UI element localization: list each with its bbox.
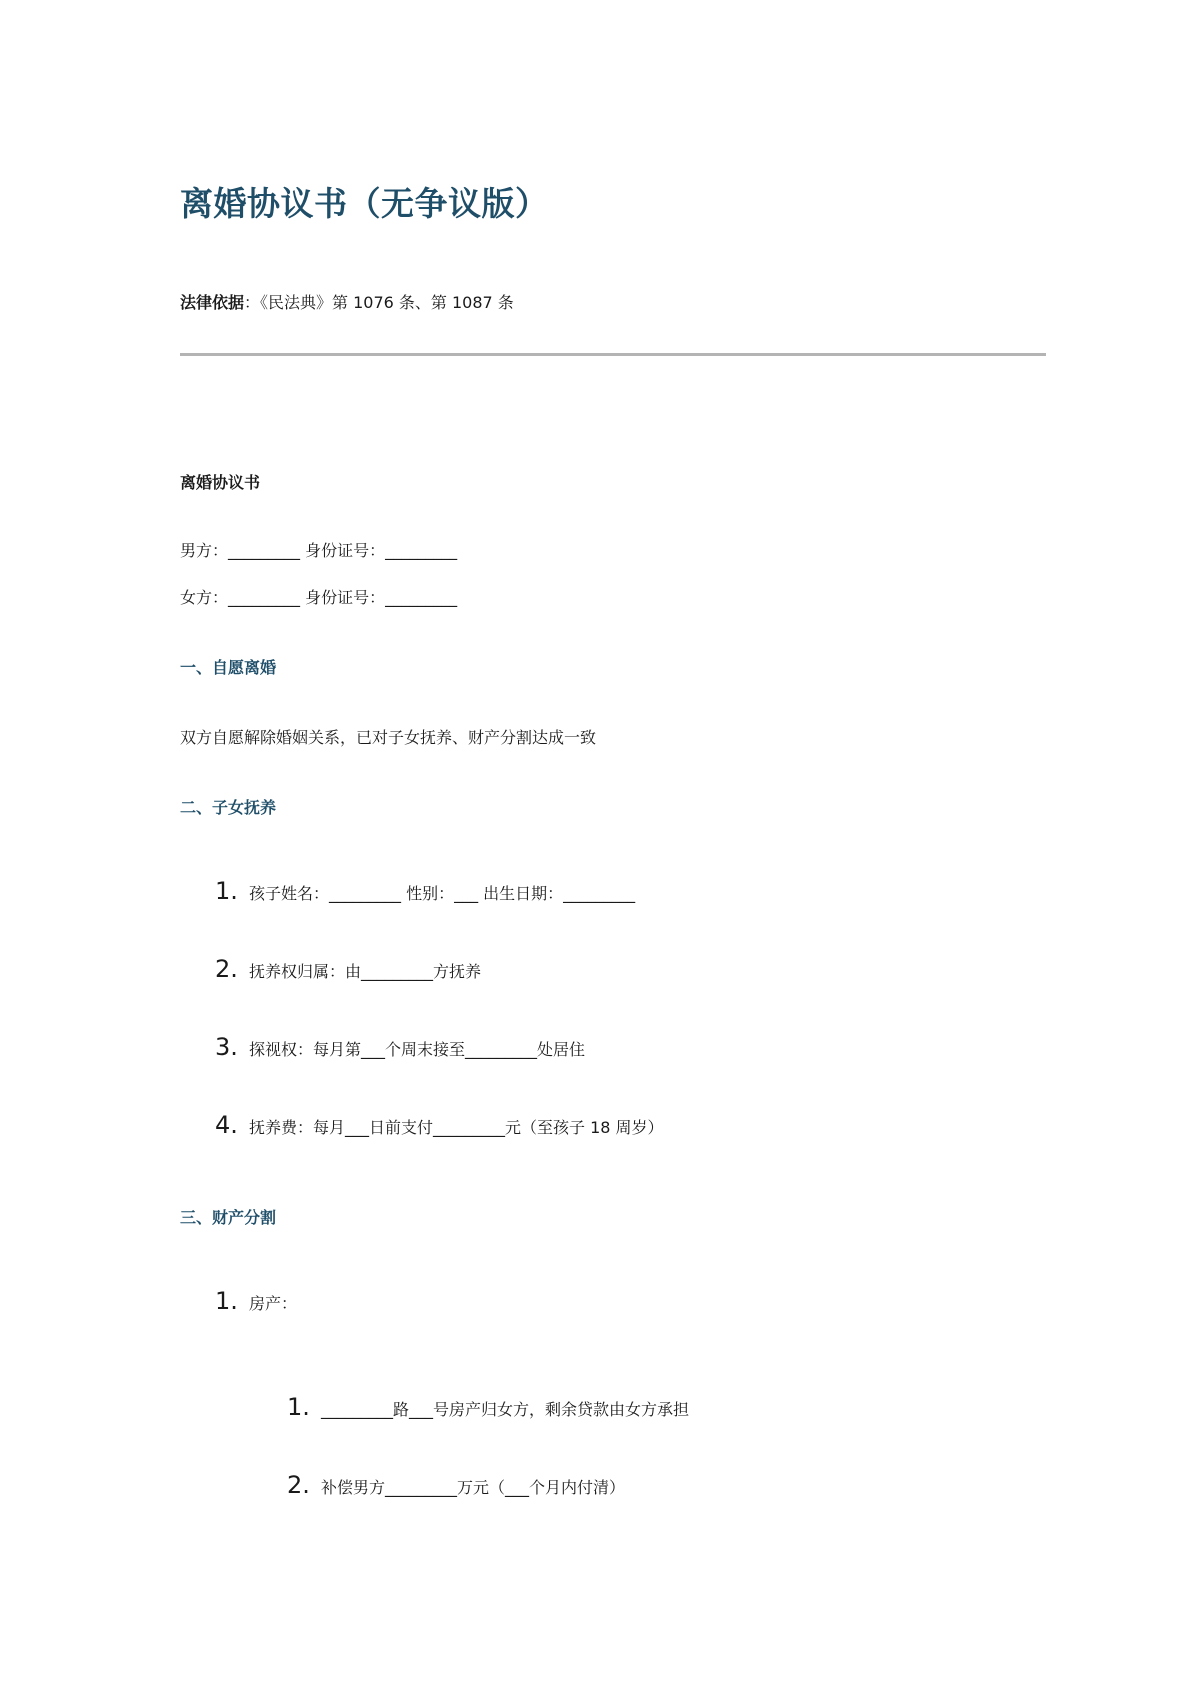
- horizontal-divider: [180, 353, 1046, 356]
- list-item-text: 抚养权归属：由_________方抚养: [249, 962, 482, 981]
- list-item-number: 1.: [215, 1287, 238, 1315]
- list-item-number: 2.: [215, 955, 238, 983]
- sub-list-item: [287, 1471, 625, 1499]
- list-item-number: 1.: [287, 1393, 310, 1421]
- list-item-number: 3.: [215, 1033, 238, 1061]
- male-party-line: 男方：_________ 身份证号：_________: [180, 541, 458, 560]
- list-item-text: 探视权：每月第___个周末接至_________处居住: [249, 1040, 586, 1059]
- female-party-line: 女方：_________ 身份证号：_________: [180, 588, 458, 607]
- list-item-text: 房产：: [249, 1294, 298, 1313]
- agreement-heading: 离婚协议书: [180, 473, 261, 492]
- list-item: [215, 877, 635, 905]
- list-item-number: 2.: [287, 1471, 310, 1499]
- list-item-text: 补偿男方_________万元（___个月内付清）: [321, 1478, 626, 1497]
- list-item-text: _________路___号房产归女方，剩余贷款由女方承担: [321, 1400, 690, 1419]
- legal-basis-label: 法律依据: [180, 293, 245, 312]
- list-item: [215, 1033, 585, 1061]
- voluntary-divorce-text: 双方自愿解除婚姻关系，已对子女抚养、财产分割达成一致: [180, 728, 597, 747]
- document-title: 离婚协议书（无争议版）: [180, 184, 549, 223]
- list-item: [215, 1111, 664, 1139]
- list-item: [215, 955, 481, 983]
- list-item-number: 4.: [215, 1111, 238, 1139]
- list-item-text: 抚养费：每月___日前支付_________元（至孩子 18 周岁）: [249, 1118, 664, 1137]
- list-item-text: 孩子姓名：_________ 性别：___ 出生日期：_________: [249, 884, 636, 903]
- legal-basis: [180, 290, 514, 313]
- section-heading-property-division: 三、财产分割: [180, 1208, 277, 1227]
- sub-list-item: [287, 1393, 689, 1421]
- section-heading-voluntary-divorce: 一、自愿离婚: [180, 658, 277, 677]
- list-item: [215, 1287, 297, 1315]
- legal-basis-text: ：《民法典》第 1076 条、第 1087 条: [244, 293, 514, 312]
- section-heading-child-custody: 二、子女抚养: [180, 798, 277, 817]
- list-item-number: 1.: [215, 877, 238, 905]
